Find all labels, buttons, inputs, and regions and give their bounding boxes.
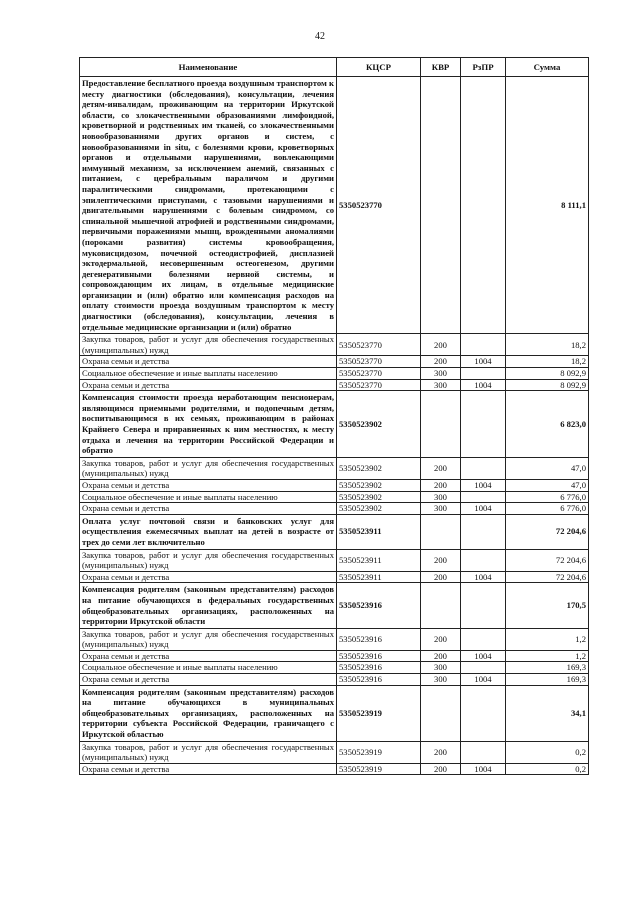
cell-name: Компенсация родителям (законным представителям) расходов на питание обучающихся в муниципальных общеобразовательных организациях, расположенных на территории субъекта Российской Федерации, граничащего с Иркутской областью — [80, 685, 337, 741]
cell-name: Закупка товаров, работ и услуг для обеспечения государственных (муниципальных) нужд — [80, 457, 337, 479]
table-row-item — [80, 763, 589, 775]
table-row-program — [80, 685, 589, 741]
cell-rzpr: 1004 — [461, 674, 506, 686]
cell-kvr: 200 — [421, 549, 461, 571]
cell-name: Охрана семьи и детства — [80, 356, 337, 368]
cell-kvr: 200 — [421, 479, 461, 491]
cell-rzpr: 1004 — [461, 479, 506, 491]
cell-kcsr: 5350523916 — [337, 583, 421, 628]
cell-name: Компенсация родителям (законным представителям) расходов на питание обучающихся в федеральных государственных общеобразовательных организациях, расположенных на территории Иркутской области — [80, 583, 337, 628]
cell-name: Охрана семьи и детства — [80, 571, 337, 583]
cell-rzpr — [461, 457, 506, 479]
cell-kcsr: 5350523902 — [337, 457, 421, 479]
cell-sum: 1,2 — [506, 650, 589, 662]
table-body — [80, 77, 589, 775]
cell-kcsr: 5350523902 — [337, 503, 421, 515]
cell-kvr: 300 — [421, 503, 461, 515]
table-row-program — [80, 583, 589, 628]
cell-sum: 72 204,6 — [506, 514, 589, 549]
cell-name: Социальное обеспечение и иные выплаты населению — [80, 491, 337, 503]
cell-name: Охрана семьи и детства — [80, 503, 337, 515]
cell-kvr: 200 — [421, 571, 461, 583]
cell-rzpr — [461, 391, 506, 458]
cell-sum: 18,2 — [506, 334, 589, 356]
cell-kvr: 200 — [421, 763, 461, 775]
cell-kvr: 200 — [421, 741, 461, 763]
cell-kcsr: 5350523916 — [337, 662, 421, 674]
cell-name: Охрана семьи и детства — [80, 650, 337, 662]
table-row-item — [80, 571, 589, 583]
cell-rzpr: 1004 — [461, 571, 506, 583]
cell-rzpr: 1004 — [461, 503, 506, 515]
cell-rzpr — [461, 662, 506, 674]
table-row-item — [80, 491, 589, 503]
cell-sum: 18,2 — [506, 356, 589, 368]
cell-sum: 72 204,6 — [506, 549, 589, 571]
cell-sum: 8 111,1 — [506, 77, 589, 334]
table-row-program — [80, 514, 589, 549]
column-header-kvr: КВР — [421, 58, 461, 77]
page-number: 42 — [315, 31, 325, 42]
column-header-sum: Сумма — [506, 58, 589, 77]
cell-kvr — [421, 514, 461, 549]
cell-sum: 8 092,9 — [506, 379, 589, 391]
cell-rzpr — [461, 368, 506, 380]
budget-table — [79, 57, 589, 775]
cell-name: Закупка товаров, работ и услуг для обеспечения государственных (муниципальных) нужд — [80, 549, 337, 571]
table-row-program — [80, 77, 589, 334]
column-header-rzpr: РзПР — [461, 58, 506, 77]
cell-rzpr: 1004 — [461, 379, 506, 391]
cell-rzpr — [461, 685, 506, 741]
table-row-item — [80, 628, 589, 650]
cell-kcsr: 5350523770 — [337, 334, 421, 356]
table-row-item — [80, 674, 589, 686]
cell-sum: 169,3 — [506, 662, 589, 674]
cell-kvr — [421, 583, 461, 628]
cell-kvr: 300 — [421, 368, 461, 380]
cell-sum: 8 092,9 — [506, 368, 589, 380]
cell-name: Закупка товаров, работ и услуг для обеспечения государственных (муниципальных) нужд — [80, 628, 337, 650]
table-row-item — [80, 549, 589, 571]
cell-kcsr: 5350523770 — [337, 379, 421, 391]
cell-sum: 34,1 — [506, 685, 589, 741]
cell-rzpr — [461, 741, 506, 763]
cell-rzpr — [461, 491, 506, 503]
cell-kvr — [421, 391, 461, 458]
cell-kvr — [421, 77, 461, 334]
table-row-item — [80, 503, 589, 515]
cell-kvr: 300 — [421, 491, 461, 503]
cell-name: Охрана семьи и детства — [80, 379, 337, 391]
cell-rzpr — [461, 583, 506, 628]
cell-kvr: 200 — [421, 457, 461, 479]
cell-rzpr — [461, 549, 506, 571]
cell-kcsr: 5350523911 — [337, 549, 421, 571]
cell-sum: 47,0 — [506, 457, 589, 479]
cell-kcsr: 5350523770 — [337, 77, 421, 334]
cell-sum: 0,2 — [506, 763, 589, 775]
cell-kcsr: 5350523770 — [337, 368, 421, 380]
cell-kvr: 300 — [421, 674, 461, 686]
table-row-item — [80, 457, 589, 479]
cell-name: Предоставление бесплатного проезда воздушным транспортом к месту диагностики (обследования), консультации, лечения детям-инвалидам, проживающим на территории Иркутской области, со злокачественными образованиями лимфоидной, кроветворной и родственных им тканей, со злокачественными новообразованиями других органов и систем, с новообразованиями in situ, с болезнями крови, кроветворных органов и отдельными нарушениями, вовлекающими иммунный механизм, за исключением анемий, связанных с питанием, с церебральным параличом и другими паралитическими синдромами, протекающими с эпилептическими приступами, с тазовыми нарушениями и двигательными нарушениями с болевым синдромом, со спинальной мышечной атрофией и родственными синдромами, первичными поражениями мышц, врожденными аномалиями (пороками развития) системы кровообращения, муковисцидозом, почечной остеодистрофией, дисплазией эктодермальной, несовершенным остеогенезом, другими дегенеративными болезнями нервной системы, и сопровождающим их лицам, в отдельные медицинские организации и (или) обратно или компенсация расходов на оплату стоимости проезда воздушным транспортом к месту диагностики (обследования), консультации, лечения в отдельные медицинские организации и (или) обратно — [80, 77, 337, 334]
cell-rzpr: 1004 — [461, 650, 506, 662]
cell-name: Охрана семьи и детства — [80, 479, 337, 491]
cell-sum: 6 776,0 — [506, 503, 589, 515]
cell-kcsr: 5350523919 — [337, 763, 421, 775]
cell-kvr — [421, 685, 461, 741]
cell-sum: 6 776,0 — [506, 491, 589, 503]
column-header-name: Наименование — [80, 58, 337, 77]
cell-kcsr: 5350523916 — [337, 628, 421, 650]
cell-sum: 169,3 — [506, 674, 589, 686]
table-row-item — [80, 662, 589, 674]
table-header-row — [80, 58, 589, 77]
cell-sum: 170,5 — [506, 583, 589, 628]
cell-name: Социальное обеспечение и иные выплаты населению — [80, 662, 337, 674]
cell-rzpr: 1004 — [461, 763, 506, 775]
table-row-program — [80, 391, 589, 458]
cell-kcsr: 5350523902 — [337, 479, 421, 491]
cell-kcsr: 5350523916 — [337, 650, 421, 662]
cell-kcsr: 5350523916 — [337, 674, 421, 686]
cell-kvr: 300 — [421, 379, 461, 391]
cell-kcsr: 5350523902 — [337, 391, 421, 458]
cell-kcsr: 5350523911 — [337, 571, 421, 583]
cell-kvr: 300 — [421, 662, 461, 674]
cell-kvr: 200 — [421, 356, 461, 368]
cell-name: Социальное обеспечение и иные выплаты населению — [80, 368, 337, 380]
cell-name: Компенсация стоимости проезда неработающим пенсионерам, являющимся приемными родителями, и подопечным детям, воспитывающимся в их семьях, проживающим в районах Крайнего Севера и приравненных к ним местностях, к месту отдыха и лечения на территории Российской Федерации и обратно — [80, 391, 337, 458]
cell-name: Охрана семьи и детства — [80, 763, 337, 775]
cell-sum: 1,2 — [506, 628, 589, 650]
cell-rzpr — [461, 514, 506, 549]
cell-sum: 72 204,6 — [506, 571, 589, 583]
table-row-item — [80, 379, 589, 391]
cell-sum: 47,0 — [506, 479, 589, 491]
cell-kvr: 200 — [421, 334, 461, 356]
cell-rzpr — [461, 334, 506, 356]
table-row-item — [80, 368, 589, 380]
cell-kcsr: 5350523911 — [337, 514, 421, 549]
cell-kcsr: 5350523770 — [337, 356, 421, 368]
cell-kvr: 200 — [421, 628, 461, 650]
table-row-item — [80, 356, 589, 368]
table-row-item — [80, 650, 589, 662]
cell-kcsr: 5350523902 — [337, 491, 421, 503]
cell-rzpr: 1004 — [461, 356, 506, 368]
table-row-item — [80, 334, 589, 356]
column-header-kcsr: КЦСР — [337, 58, 421, 77]
cell-sum: 0,2 — [506, 741, 589, 763]
cell-sum: 6 823,0 — [506, 391, 589, 458]
cell-kcsr: 5350523919 — [337, 685, 421, 741]
cell-kcsr: 5350523919 — [337, 741, 421, 763]
cell-name: Закупка товаров, работ и услуг для обеспечения государственных (муниципальных) нужд — [80, 334, 337, 356]
cell-name: Закупка товаров, работ и услуг для обеспечения государственных (муниципальных) нужд — [80, 741, 337, 763]
cell-rzpr — [461, 77, 506, 334]
cell-rzpr — [461, 628, 506, 650]
cell-name: Охрана семьи и детства — [80, 674, 337, 686]
cell-kvr: 200 — [421, 650, 461, 662]
table-row-item — [80, 479, 589, 491]
cell-name: Оплата услуг почтовой связи и банковских услуг для осуществления ежемесячных выплат на детей в возрасте от трех до семи лет включительно — [80, 514, 337, 549]
table-row-item — [80, 741, 589, 763]
